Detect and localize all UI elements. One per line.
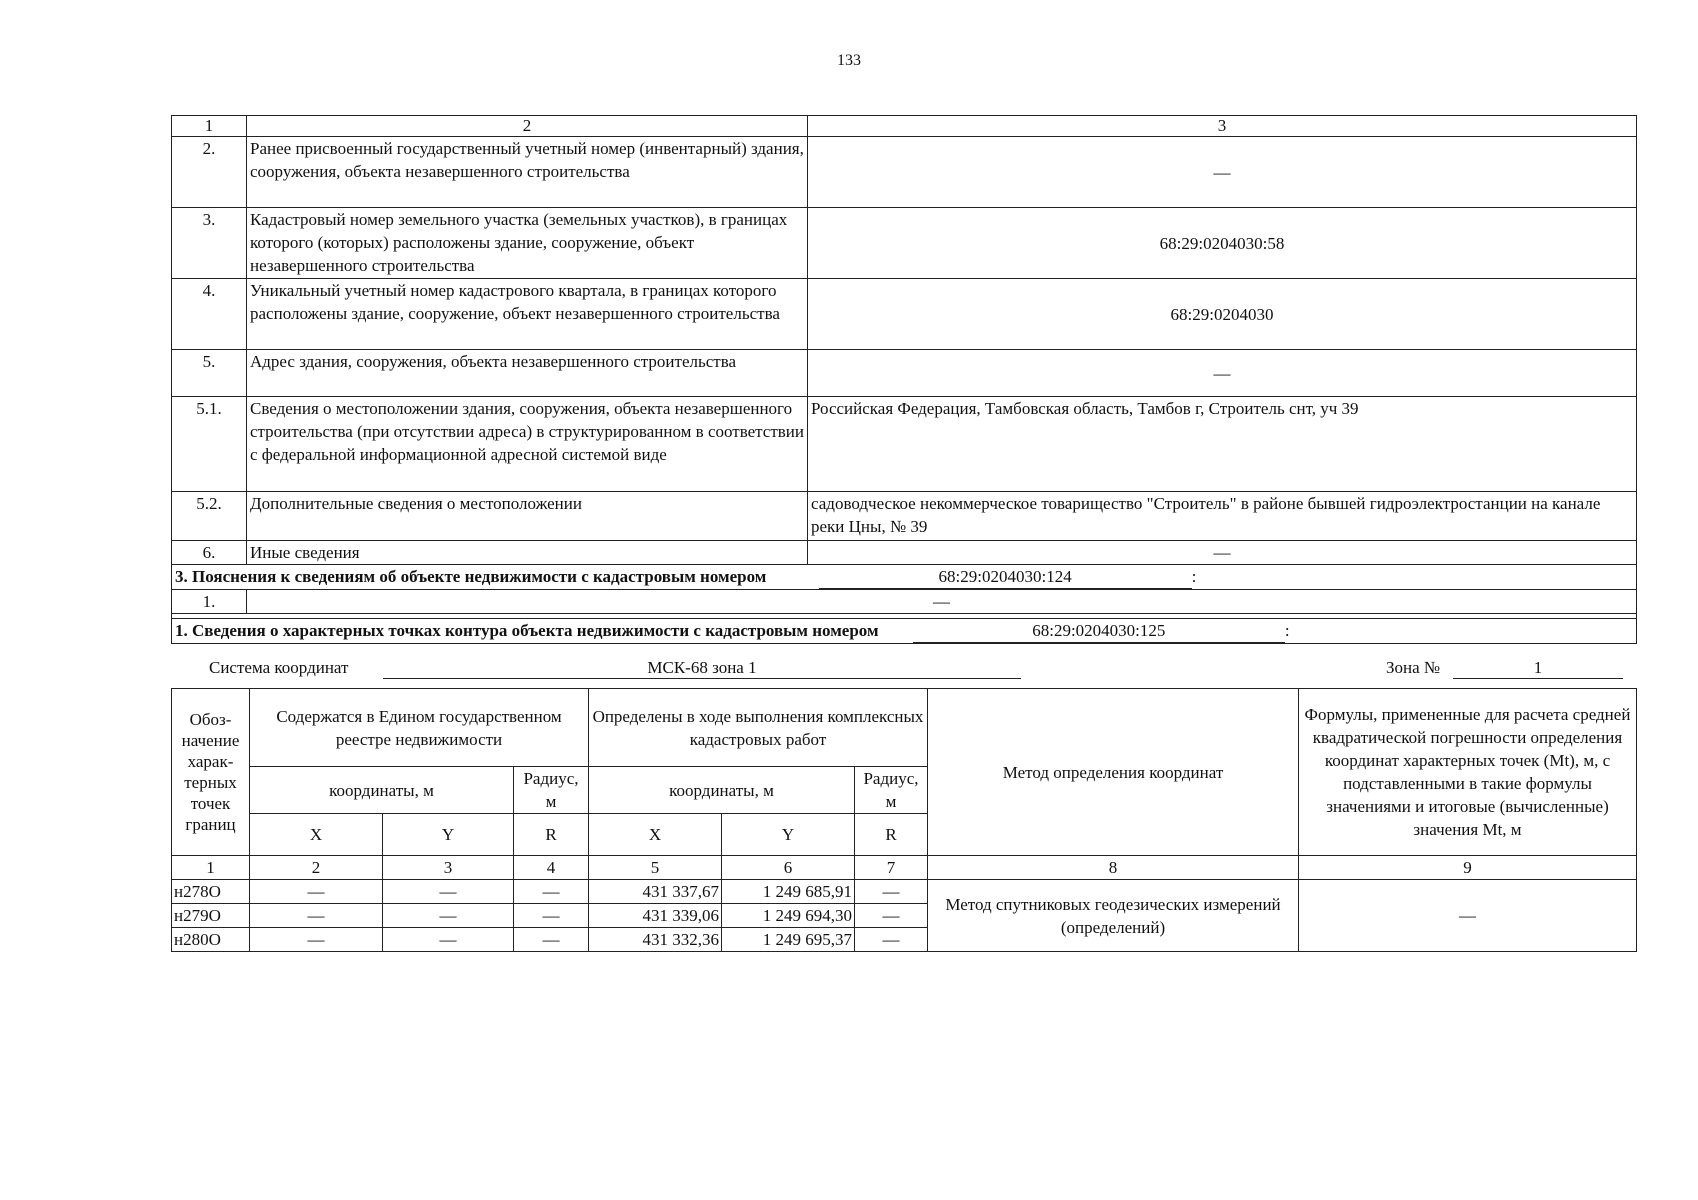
point-r: — [855, 928, 928, 952]
row-value: — [808, 137, 1637, 208]
table-row [172, 541, 1637, 565]
points-table [171, 688, 1637, 952]
col-num-2: 2 [247, 116, 808, 137]
col-num-1: 1 [172, 116, 247, 137]
section1-title: 1. Сведения о характерных точках контура объекта недвижимости с кадастровым номером [175, 621, 879, 640]
header-formula: Формулы, примененные для расчета средней квадратической погрешности определения координат характерных точек (Mt), м, с подставленными в такие формулы значениями и итоговые (вычисленные) значения Mt, м [1299, 689, 1637, 856]
col-num: 4 [514, 856, 589, 880]
col-num: 8 [928, 856, 1299, 880]
point-r: — [855, 880, 928, 904]
header-radius-egrn: Радиус, м [514, 767, 589, 814]
section3-row-value: — [247, 590, 1637, 614]
object-info-table [171, 115, 1637, 644]
point-y: 1 249 694,30 [722, 904, 855, 928]
col-num: 7 [855, 856, 928, 880]
point-y-egrn: — [383, 928, 514, 952]
section1-suffix: : [1284, 621, 1290, 640]
row-label: Ранее присвоенный государственный учетный номер (инвентарный) здания, сооружения, объекта незавершенного строительства [247, 137, 808, 208]
row-value: садоводческое некоммерческое товарищество "Строитель" в районе бывшей гидроэлектростанции на канале реки Цны, № 39 [808, 492, 1637, 541]
table-row [172, 279, 1637, 350]
row-value: — [808, 350, 1637, 397]
point-y: 1 249 685,91 [722, 880, 855, 904]
section1-header [172, 619, 1637, 644]
row-label: Сведения о местоположении здания, сооружения, объекта незавершенного строительства (при отсутствии адреса) в структурированном в соответствии с федеральной информационной адресной системой виде [247, 397, 808, 492]
method-value: Метод спутниковых геодезических измерений (определений) [928, 880, 1299, 952]
point-x: 431 339,06 [589, 904, 722, 928]
point-row [172, 880, 1637, 904]
row-value: — [808, 541, 1637, 565]
zone-value: 1 [1453, 658, 1623, 679]
row-label: Дополнительные сведения о местоположении [247, 492, 808, 541]
header-r: R [514, 814, 589, 856]
row-number: 2. [172, 137, 247, 208]
row-value: 68:29:0204030:58 [808, 208, 1637, 279]
header-coords-egrn: координаты, м [250, 767, 514, 814]
row-number: 5. [172, 350, 247, 397]
row-number: 5.2. [172, 492, 247, 541]
section1-cadastral-number: 68:29:0204030:125 [913, 619, 1285, 643]
col-num: 5 [589, 856, 722, 880]
table-row [172, 137, 1637, 208]
section3-suffix: : [1191, 567, 1197, 586]
row-label: Кадастровый номер земельного участка (земельных участков), в границах которого (которых) расположены здание, сооружение, объект незавершенного строительства [247, 208, 808, 279]
header-x: X [589, 814, 722, 856]
coord-system-label: Система координат [209, 658, 349, 677]
col-num: 1 [172, 856, 250, 880]
point-name: н279О [172, 904, 250, 928]
row-label: Уникальный учетный номер кадастрового квартала, в границах которого расположены здание, сооружение, объект незавершенного строительства [247, 279, 808, 350]
formula-value: — [1299, 880, 1637, 952]
col-num: 3 [383, 856, 514, 880]
zone-label: Зона № [1386, 658, 1441, 677]
point-y-egrn: — [383, 880, 514, 904]
point-r-egrn: — [514, 880, 589, 904]
point-x-egrn: — [250, 880, 383, 904]
row-label: Иные сведения [247, 541, 808, 565]
table-row [172, 350, 1637, 397]
table-row [172, 208, 1637, 279]
point-y: 1 249 695,37 [722, 928, 855, 952]
row-number: 5.1. [172, 397, 247, 492]
row-number: 3. [172, 208, 247, 279]
row-label: Адрес здания, сооружения, объекта незавершенного строительства [247, 350, 808, 397]
header-y: Y [722, 814, 855, 856]
row-value: Российская Федерация, Тамбовская область, Тамбов г, Строитель снт, уч 39 [808, 397, 1637, 492]
section3-header [172, 565, 1637, 590]
column-number-row [172, 856, 1637, 880]
row-number: 4. [172, 279, 247, 350]
header-designation: Обоз-начение харак-терных точек границ [172, 689, 250, 856]
point-r-egrn: — [514, 928, 589, 952]
point-y-egrn: — [383, 904, 514, 928]
header-egrn: Содержатся в Едином государственном реестре недвижимости [250, 689, 589, 767]
column-number-row [172, 116, 1637, 137]
section1-header-row [172, 619, 1637, 644]
header-complex-works: Определены в ходе выполнения комплексных кадастровых работ [589, 689, 928, 767]
point-r: — [855, 904, 928, 928]
table-row [172, 492, 1637, 541]
point-name: н278О [172, 880, 250, 904]
header-coords-complex: координаты, м [589, 767, 855, 814]
header-method: Метод определения координат [928, 689, 1299, 856]
col-num: 2 [250, 856, 383, 880]
section3-row [172, 590, 1637, 614]
point-x-egrn: — [250, 904, 383, 928]
section3-header-row [172, 565, 1637, 590]
page-number: 133 [837, 52, 861, 69]
point-name: н280О [172, 928, 250, 952]
section3-row-number: 1. [172, 590, 247, 614]
col-num: 6 [722, 856, 855, 880]
point-x: 431 337,67 [589, 880, 722, 904]
section3-title: 3. Пояснения к сведениям об объекте недвижимости с кадастровым номером [175, 567, 767, 586]
point-r-egrn: — [514, 904, 589, 928]
header-x: X [250, 814, 383, 856]
header-r: R [855, 814, 928, 856]
table-row [172, 397, 1637, 492]
point-x: 431 332,36 [589, 928, 722, 952]
header-y: Y [383, 814, 514, 856]
row-value: 68:29:0204030 [808, 279, 1637, 350]
header-radius-complex: Радиус, м [855, 767, 928, 814]
point-x-egrn: — [250, 928, 383, 952]
section3-cadastral-number: 68:29:0204030:124 [819, 565, 1192, 589]
col-num: 9 [1299, 856, 1637, 880]
coord-system-value: МСК-68 зона 1 [383, 658, 1021, 679]
row-number: 6. [172, 541, 247, 565]
col-num-3: 3 [808, 116, 1637, 137]
